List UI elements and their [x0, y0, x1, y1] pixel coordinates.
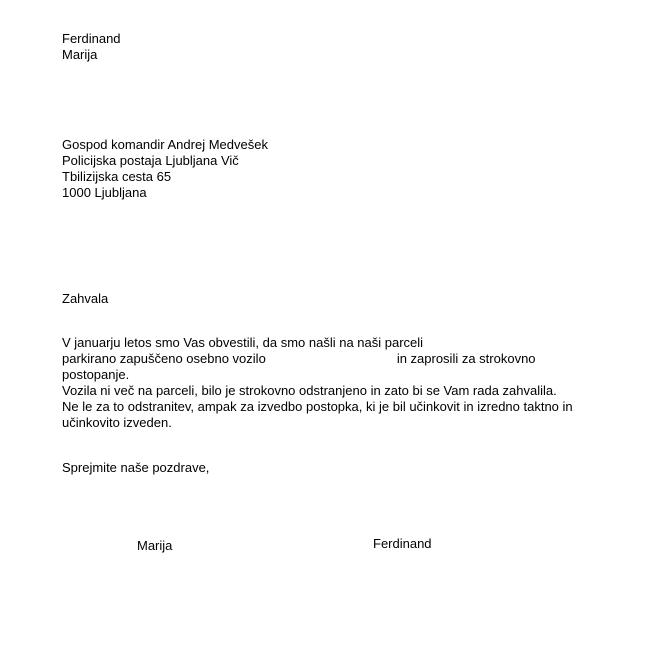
body-line-2-start: parkirano zapuščeno osebno vozilo: [62, 351, 266, 366]
body-line-1: V januarju letos smo Vas obvestili, da smo našli na naši parceli: [62, 335, 424, 350]
letter-subject: Zahvala: [62, 291, 109, 306]
recipient-street: Tbilizijska cesta 65: [62, 169, 172, 184]
signature-right: Ferdinand: [373, 536, 432, 551]
letter-closing: Sprejmite naše pozdrave,: [62, 460, 210, 475]
sender-block: [62, 31, 121, 63]
recipient-city: 1000 Ljubljana: [62, 185, 147, 200]
body-line-3: postopanje.: [62, 367, 130, 382]
recipient-name: Gospod komandir Andrej Medvešek: [62, 137, 268, 152]
body-line-5: Ne le za to odstranitev, ampak za izvedbo postopka, ki je bil učinkovit in izredno taktno in: [62, 399, 573, 414]
body-line-2: [62, 351, 602, 367]
recipient-address-block: [62, 137, 268, 201]
body-line-6: učinkovito izveden.: [62, 415, 172, 430]
sender-name-1: Ferdinand: [62, 31, 121, 46]
signature-left: Marija: [137, 538, 173, 553]
body-line-2-end: in zaprosili za strokovno: [396, 351, 536, 366]
sender-name-2: Marija: [62, 47, 98, 62]
letter-body: [62, 335, 602, 431]
recipient-institution: Policijska postaja Ljubljana Vič: [62, 153, 239, 168]
body-line-4: Vozila ni več na parceli, bilo je strokovno odstranjeno in zato bi se Vam rada zahvalila.: [62, 383, 557, 398]
